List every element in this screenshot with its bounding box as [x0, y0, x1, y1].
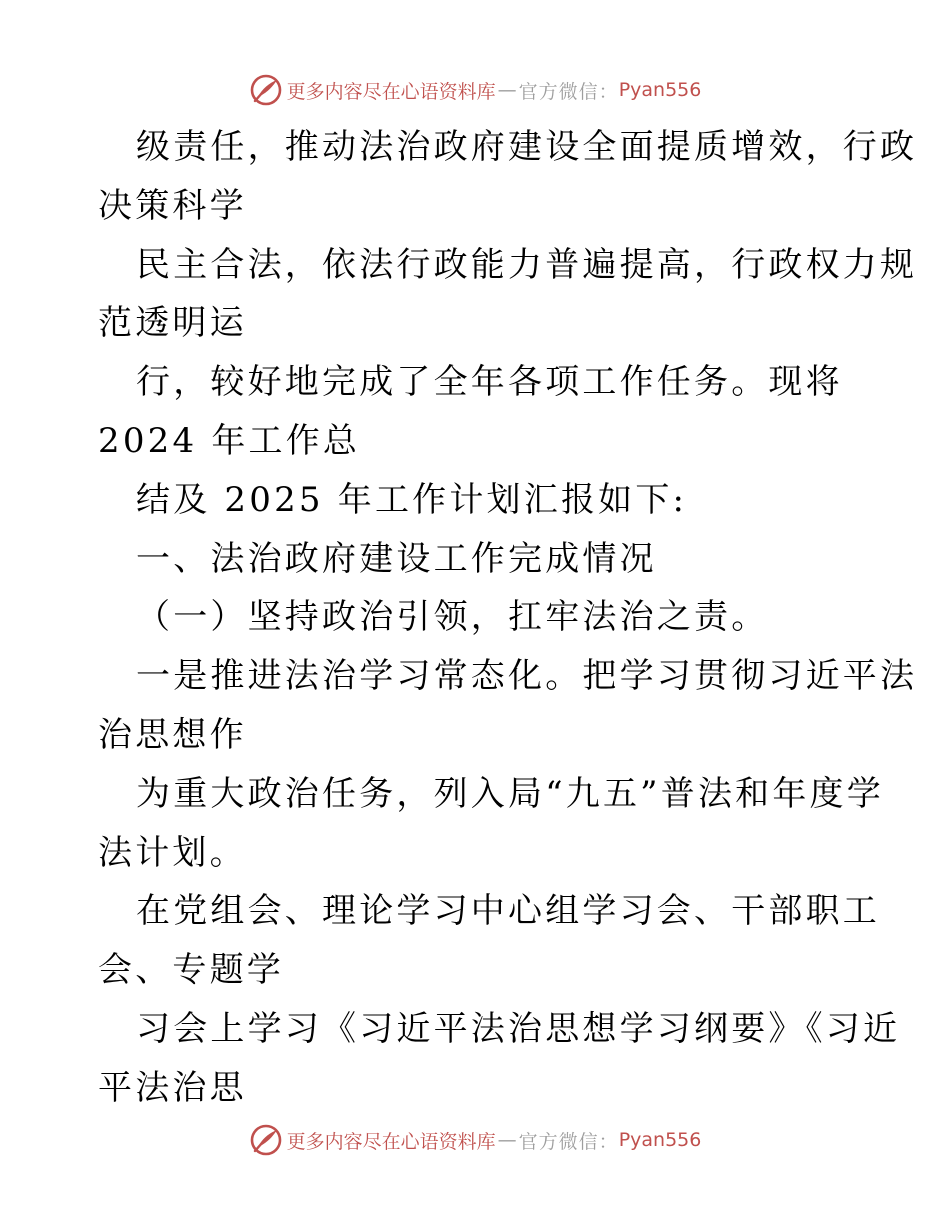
- body-line: 平法治思: [98, 1067, 247, 1108]
- banner-wechat-handle: Pyan556: [618, 79, 702, 101]
- feather-logo-icon: [249, 73, 283, 107]
- body-line: 民主合法，依法行政能力普遍提高，行政权力规: [136, 244, 918, 285]
- banner-official-label: 官方微信：: [518, 80, 619, 103]
- body-line: 级责任，推动法治政府建设全面提质增效，行政: [136, 127, 918, 167]
- banner-site-name: 更多内容尽在心语资料库: [286, 80, 496, 103]
- body-line: 2024 年工作总: [98, 420, 361, 461]
- body-line: 治思想作: [98, 714, 247, 755]
- banner-dash: —: [497, 79, 517, 101]
- subsection-heading: （一）坚持政治引领，扛牢法治之责。: [136, 597, 769, 638]
- body-line: 在党组会、理论学习中心组学习会、干部职工: [136, 891, 880, 932]
- footer-banner: [0, 1120, 950, 1160]
- section-heading: 一、法治政府建设工作完成情况: [136, 538, 657, 579]
- body-line: 行，较好地完成了全年各项工作任务。现将: [136, 362, 843, 403]
- body-line: 结及 2025 年工作计划汇报如下:: [136, 479, 688, 520]
- body-line: 会、专题学: [98, 950, 284, 991]
- body-line: 决策科学: [98, 185, 247, 226]
- body-line: 习会上学习《习近平法治思想学习纲要》《习近: [136, 1008, 901, 1049]
- header-banner: [0, 70, 950, 110]
- body-line: 为重大政治任务，列入局“九五”普法和年度学: [136, 773, 884, 814]
- banner-official-label: 官方微信：: [518, 1130, 619, 1153]
- body-line: 一是推进法治学习常态化。把学习贯彻习近平法: [136, 656, 918, 697]
- banner-dash: —: [497, 1129, 517, 1151]
- body-line: 范透明运: [98, 303, 247, 344]
- body-line: 法计划。: [98, 832, 247, 873]
- banner-wechat-handle: Pyan556: [618, 1129, 702, 1151]
- banner-site-name: 更多内容尽在心语资料库: [286, 1130, 496, 1153]
- feather-logo-icon: [249, 1123, 283, 1157]
- document-body: [0, 118, 950, 1118]
